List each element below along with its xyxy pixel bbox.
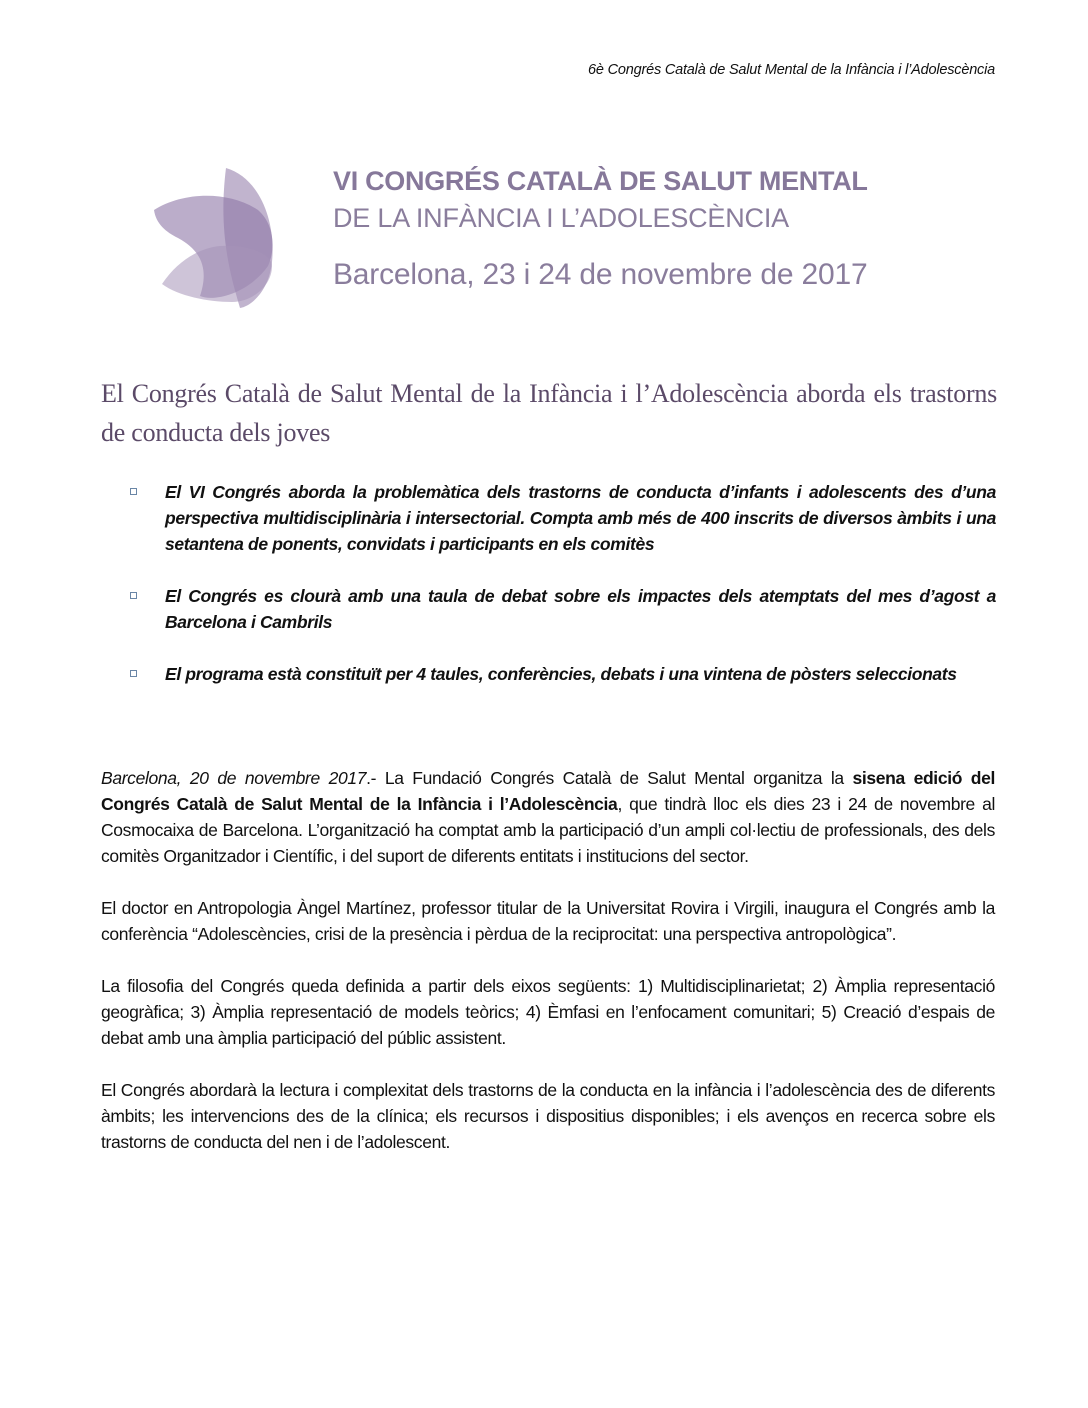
dateline: Barcelona, 20 de novembre 2017 [101,768,367,788]
highlight-item: El VI Congrés aborda la problemàtica dels trastorns de conducta d’infants i adolescents des d’una perspectiva multidisciplinària i intersectorial. Compta amb més de 400 inscrits de diversos àmbits i una setantena de ponents, convidats i participants en els comitès [130,479,996,557]
press-release-headline: El Congrés Català de Salut Mental de la Infància i l’Adolescència aborda els trastorns de conducta dels joves [101,379,997,447]
paragraph-inaugural-lecture: El doctor en Antropologia Àngel Martínez, professor titular de la Universitat Rovira i Virgili, inaugura el Congrés amb la conferència “Adolescències, crisi de la presència i pèrdua de la reciprocitat: una perspectiva antropològica”. [101,898,995,944]
congress-logo-icon [148,162,278,310]
edition-emphasis: sisena edició del Congrés Català de Salut Mental de la Infància i l’Adolescència [101,768,995,814]
banner-subtitle: DE LA INFÀNCIA I L’ADOLESCÈNCIA [333,203,789,233]
square-bullet-icon [130,488,137,495]
press-release-body [101,765,995,1181]
congress-banner [333,166,868,292]
highlight-item: El programa està constituït per 4 taules, conferències, debats i una vintena de pòsters seleccionats [130,661,996,687]
banner-date-location: Barcelona, 23 i 24 de novembre de 2017 [333,258,868,291]
highlights-list [130,479,996,713]
square-bullet-icon [130,670,137,677]
highlight-item: El Congrés es clourà amb una taula de debat sobre els impactes dels atemptats del mes d’agost a Barcelona i Cambrils [130,583,996,635]
paragraph-intro: Barcelona, 20 de novembre 2017.- La Fundació Congrés Català de Salut Mental organitza la sisena edició del Congrés Català de Salut Mental de la Infància i l’Adolescència, que tindrà lloc els dies 23 i 24 de novembre al Cosmocaixa de Barcelona. L’organització ha comptat amb la participació d’un ampli col·lectiu de professionals, des dels comitès Organitzador i Científic, i del suport de diferents entitats i institucions del sector. [101,768,995,866]
running-header: 6è Congrés Català de Salut Mental de la Infància i l’Adolescència [588,62,995,78]
paragraph-philosophy: La filosofia del Congrés queda definida a partir dels eixos següents: 1) Multidisciplinarietat; 2) Àmplia representació geogràfica; 3) Àmplia representació de models teòrics; 4) Èmfasi en l’enfocament comunitari; 5) Creació d’espais de debat amb una àmplia participació del públic assistent. [101,976,995,1048]
square-bullet-icon [130,592,137,599]
banner-title: VI CONGRÉS CATALÀ DE SALUT MENTAL [333,166,868,196]
paragraph-topics: El Congrés abordarà la lectura i complexitat dels trastorns de la conducta en la infància i l’adolescència des de diferents àmbits; les intervencions des de la clínica; els recursos i dispositius disponibles; i els avenços en recerca sobre els trastorns de conducta del nen i de l’adolescent. [101,1080,995,1152]
